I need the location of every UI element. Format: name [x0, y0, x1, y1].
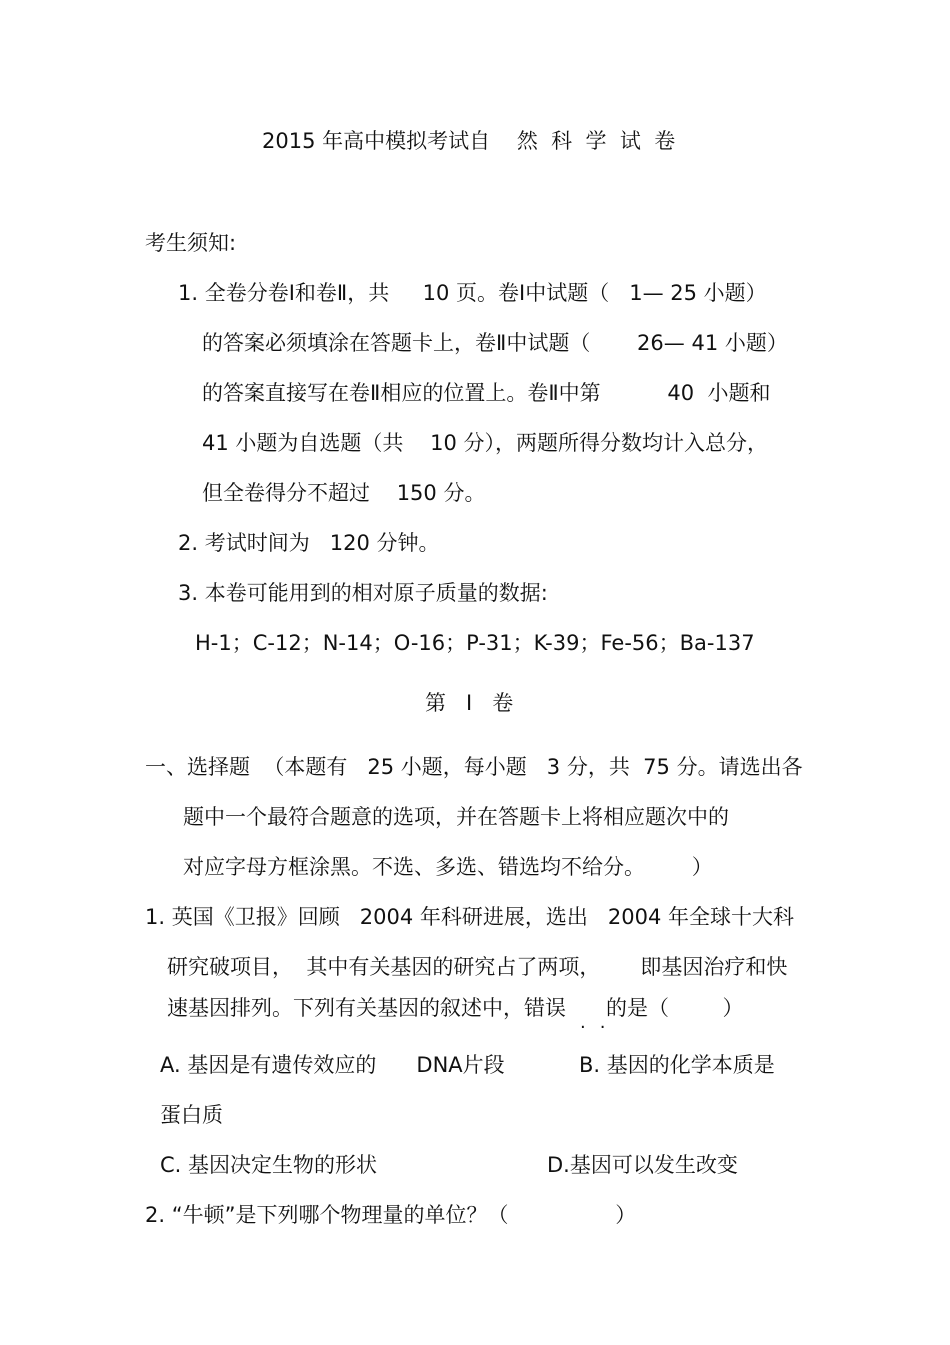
notice-item-1-line-3: 的答案直接写在卷Ⅱ相应的位置上。卷Ⅱ中第 40 小题和 [202, 381, 771, 405]
notice-item-1-line-5: 但全卷得分不超过 150 分。 [202, 481, 486, 505]
part1-instructions-line-1: 一、选择题 （本题有 25 小题，每小题 3 分，共 75 分。请选出各 [145, 755, 803, 779]
question-1-option-a: A. 基因是有遗传效应的 DNA片段 [160, 1053, 505, 1077]
notice-item-1-line-4: 41 小题为自选题（共 10 分），两题所得分数均计入总分， [202, 431, 768, 455]
part1-instructions-line-3: 对应字母方框涂黑。不选、多选、错选均不给分。 ） [183, 855, 713, 879]
question-1-option-b-continued: 蛋白质 [160, 1103, 223, 1127]
notice-heading: 考生须知: [145, 231, 237, 255]
section-title: 第 Ⅰ 卷 [425, 691, 514, 715]
part1-instructions-line-2: 题中一个最符合题意的选项，并在答题卡上将相应题次中的 [183, 805, 729, 829]
question-1-option-b: B. 基因的化学本质是 [579, 1053, 775, 1077]
question-1-line-3: 速基因排列。下列有关基因的叙述中，错误 的是（ ） [167, 996, 744, 1020]
question-1-option-d: D.基因可以发生改变 [547, 1153, 738, 1177]
question-1-line-1: 1. 英国《卫报》回顾 2004 年科研进展，选出 2004 年全球十大科 [145, 905, 794, 929]
atomic-mass-data: H-1；C-12；N-14；O-16；P-31；K-39；Fe-56；Ba-137 [195, 631, 755, 655]
notice-item-3: 3. 本卷可能用到的相对原子质量的数据: [178, 581, 548, 605]
notice-item-1-line-2: 的答案必须填涂在答题卡上，卷Ⅱ中试题（ 26— 41 小题） [202, 331, 788, 355]
question-2: 2. “牛顿”是下列哪个物理量的单位？（ ） [145, 1203, 637, 1227]
emphasis-dots: ·· [580, 1017, 620, 1038]
exam-title: 2015 年高中模拟考试自 然 科 学 试 卷 [262, 129, 676, 153]
question-1-line-2: 研究破项目， 其中有关基因的研究占了两项， 即基因治疗和快 [167, 955, 788, 979]
notice-item-2: 2. 考试时间为 120 分钟。 [178, 531, 440, 555]
notice-item-1-line-1: 1. 全卷分卷Ⅰ和卷Ⅱ，共 10 页。卷Ⅰ中试题（ 1— 25 小题） [178, 281, 767, 305]
question-1-option-c: C. 基因决定生物的形状 [160, 1153, 378, 1177]
